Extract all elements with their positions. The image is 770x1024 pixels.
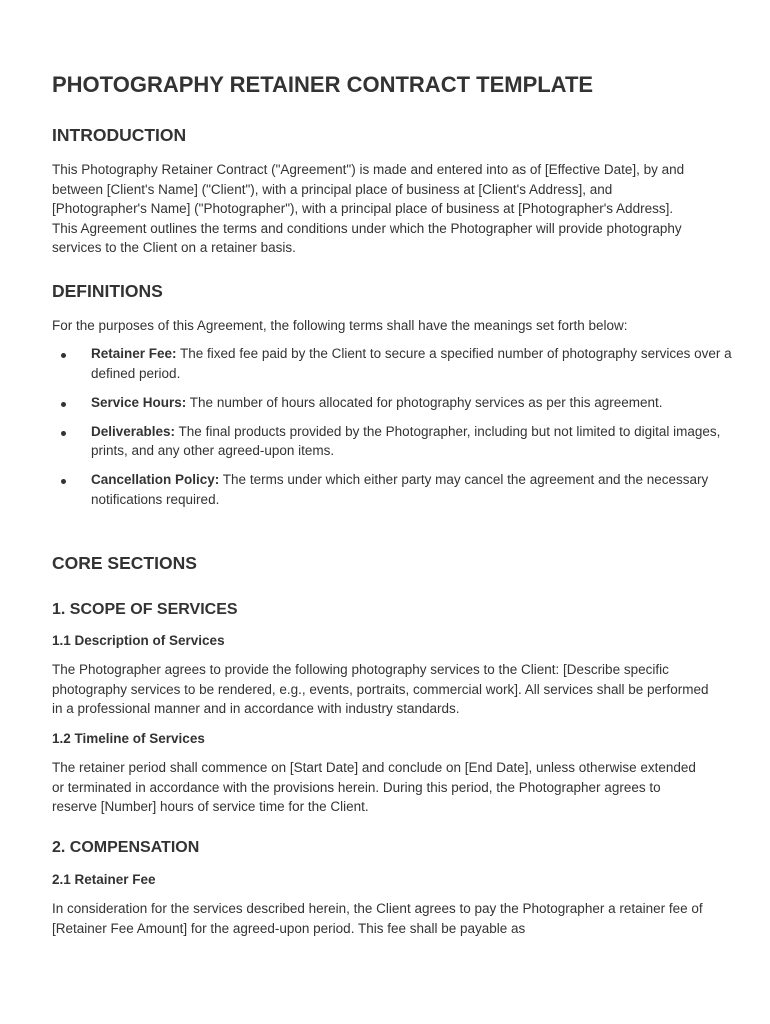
description-text: The Photographer agrees to provide the following photography services to the Client: [Describe specific photography services to be rendered, e.g., events, portraits, commercial work]. All services shall be performed in a professional manner and in accordance with industry standards. bbox=[52, 662, 709, 716]
timeline-text: The retainer period shall commence on [Start Date] and conclude on [End Date], unless otherwise extended or terminated in accordance with the provisions herein. During this period, the Photographer agrees to reserve [Number] hours of service time for the Client. bbox=[52, 760, 696, 814]
list-item bbox=[52, 470, 732, 509]
introduction-text: This Photography Retainer Contract ("Agreement") is made and entered into as of [Effective Date], by and between [Client's Name] ("Client"), with a principal place of business at [Client's Address], and [Photographer's Name] ("Photographer"), with a principal place of business at [Photographer's Address]. This Agreement outlines the terms and conditions under which the Photographer will provide photography services to the Client on a retainer basis. bbox=[52, 162, 685, 255]
compensation-heading: 2. COMPENSATION bbox=[52, 839, 200, 856]
introduction-heading: INTRODUCTION bbox=[52, 125, 187, 145]
list-item bbox=[52, 344, 732, 383]
definitions-intro: For the purposes of this Agreement, the following terms shall have the meanings set forth below: bbox=[52, 318, 628, 333]
list-item bbox=[52, 422, 732, 461]
definition-term: Deliverables: bbox=[91, 423, 176, 439]
definition-term: Retainer Fee: bbox=[91, 346, 177, 361]
definition-term: Service Hours: bbox=[91, 394, 187, 410]
retainer-fee-heading: 2.1 Retainer Fee bbox=[52, 872, 156, 887]
definition-text: The fixed fee paid by the Client to secure a specified number of photography services over a defined period. bbox=[91, 346, 732, 381]
definitions-heading: DEFINITIONS bbox=[52, 281, 163, 301]
definition-text: The final products provided by the Photographer, including but not limited to digital images, prints, and any other agreed-upon items. bbox=[91, 423, 721, 458]
bullet-icon bbox=[61, 479, 66, 484]
bullet-icon bbox=[61, 353, 66, 358]
scope-heading: 1. SCOPE OF SERVICES bbox=[52, 601, 238, 618]
retainer-fee-text: In consideration for the services described herein, the Client agrees to pay the Photographer a retainer fee of [Retainer Fee Amount] for the agreed-upon period. This fee shall be payable as bbox=[52, 901, 703, 936]
timeline-heading: 1.2 Timeline of Services bbox=[52, 731, 205, 746]
bullet-icon bbox=[61, 431, 66, 436]
definition-term: Cancellation Policy: bbox=[91, 472, 220, 487]
core-sections-heading: CORE SECTIONS bbox=[52, 553, 197, 573]
document-title: PHOTOGRAPHY RETAINER CONTRACT TEMPLATE bbox=[52, 72, 594, 97]
description-heading: 1.1 Description of Services bbox=[52, 633, 225, 648]
definition-text: The number of hours allocated for photography services as per this agreement. bbox=[186, 394, 663, 410]
definition-text: The terms under which either party may cancel the agreement and the necessary notifications required. bbox=[91, 472, 709, 507]
list-item bbox=[52, 393, 732, 413]
definitions-list bbox=[52, 344, 732, 519]
bullet-icon bbox=[61, 402, 66, 407]
